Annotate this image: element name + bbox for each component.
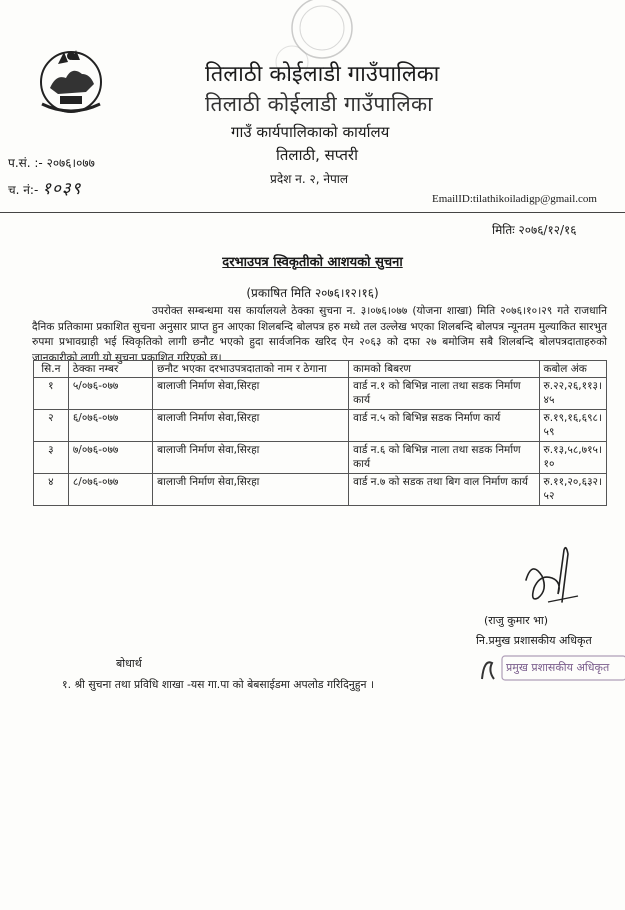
published-date: (प्रकाषित मिति २०७६।१२।१६) bbox=[246, 286, 379, 300]
stamp-text: प्रमुख प्रशासकीय अधिकृत bbox=[506, 661, 610, 674]
cell-contract-no: ६/०७६-०७७ bbox=[68, 410, 152, 442]
patra-sankhya bbox=[8, 154, 95, 171]
table-row bbox=[34, 378, 607, 410]
patra-label: प.सं. :- bbox=[8, 156, 43, 170]
header-work: कामको बिबरण bbox=[349, 361, 539, 378]
notice-body: उपरोक्त सम्बन्धमा यस कार्यालयले ठेक्का सुचना न. ३।०७६।०७७ (योजना शाखा) मिति २०७६।१०।२९ गते राजधानि दैनिक प्रतिकामा प्रकाशित सुचना अनुसार प्राप्त हुन आएका शिलबन्दि बोलपत्र हरु मध्ये तल उल्लेख भएका शिलबन्दि बोलपत्र न्यूनतम मुल्याकित सारभुत रुपमा प्रभावग्राही भई स्विकृतिको लागी छनौट भएको हुदा सार्वजनिक खरिद ऐन २०६३ को दफा २७ बमोजिम सबै शिलबन्दि बोलपत्रदाताहरुको जानकारीको लागी यो सुचना प्रकाशित गरिएको छ। bbox=[32, 305, 607, 364]
header-contract-no: ठेक्का नम्बर bbox=[68, 361, 152, 378]
signer-title: नि.प्रमुख प्रशासकीय अधिकृत bbox=[476, 634, 592, 647]
chalani-label: च. नं:- bbox=[8, 183, 39, 197]
header-divider bbox=[0, 212, 625, 213]
cell-sn: ३ bbox=[34, 442, 69, 474]
bodhartha-item: १. श्री सुचना तथा प्रविधि शाखा -यस गा.पा को बेबसाईडमा अपलोड गरिदिनुहुन । bbox=[62, 678, 375, 691]
header-amount: कबोल अंक bbox=[539, 361, 607, 378]
signer-name: (राजु कुमार भा) bbox=[484, 614, 549, 627]
notice-title bbox=[0, 252, 625, 270]
notice-title-text: दरभाउपत्र स्विकृतीको आशयको सुचना bbox=[222, 255, 403, 270]
table-header-row bbox=[34, 361, 607, 378]
cell-work: वार्ड न.६ को बिभिन्न नाला तथा सडक निर्माण कार्य bbox=[349, 442, 539, 474]
cell-amount: रु.११,२०,६३२।५२ bbox=[539, 474, 607, 506]
cell-work: वार्ड न.१ को बिभिन्न नाला तथा सडक निर्माण कार्य bbox=[349, 378, 539, 410]
notice-date: मितिः २०७६/१२/१६ bbox=[492, 223, 577, 237]
cell-bidder: बालाजी निर्माण सेवा,सिरहा bbox=[153, 410, 349, 442]
email-id: EmailID:tilathikoiladigp@gmail.com bbox=[431, 193, 597, 205]
cell-contract-no: ५/०७६-०७७ bbox=[68, 378, 152, 410]
office-type: गाउँ कार्यपालिकाको कार्यालय bbox=[231, 123, 390, 141]
header-bidder: छनौट भएका दरभाउपत्रदाताको नाम र ठेगाना bbox=[153, 361, 349, 378]
province-line: प्रदेश न. २, नेपाल bbox=[270, 172, 349, 186]
cell-sn: १ bbox=[34, 378, 69, 410]
cell-bidder: बालाजी निर्माण सेवा,सिरहा bbox=[153, 442, 349, 474]
cell-amount: रु.१३,५८,७१५।१० bbox=[539, 442, 607, 474]
table-row bbox=[34, 442, 607, 474]
government-emblem bbox=[36, 44, 106, 118]
cell-bidder: बालाजी निर्माण सेवा,सिरहा bbox=[153, 378, 349, 410]
bodhartha-label: बोधार्थ bbox=[116, 657, 142, 670]
cell-amount: रु.१९,१६,६९८।५९ bbox=[539, 410, 607, 442]
cell-amount: रु.२२,२६,११३।४५ bbox=[539, 378, 607, 410]
handwritten-signature bbox=[518, 540, 584, 614]
cell-contract-no: ७/०७६-०७७ bbox=[68, 442, 152, 474]
office-name-alt: तिलाठी कोईलाडी गाउँपालिका bbox=[205, 92, 433, 116]
contract-table bbox=[33, 360, 607, 506]
cell-work: वार्ड न.७ को सडक तथा बिग वाल निर्माण कार्य bbox=[349, 474, 539, 506]
cell-work: वार्ड न.५ को बिभिन्न सडक निर्माण कार्य bbox=[349, 410, 539, 442]
table-row bbox=[34, 410, 607, 442]
office-location: तिलाठी, सप्तरी bbox=[276, 146, 358, 164]
cell-bidder: बालाजी निर्माण सेवा,सिरहा bbox=[153, 474, 349, 506]
header-sn: सि.न bbox=[34, 361, 69, 378]
cell-sn: ४ bbox=[34, 474, 69, 506]
office-name: तिलाठी कोईलाडी गाउँपालिका bbox=[205, 62, 440, 87]
chalani-number bbox=[8, 176, 82, 199]
patra-value: २०७६।०७७ bbox=[46, 156, 95, 170]
cell-sn: २ bbox=[34, 410, 69, 442]
table-row bbox=[34, 474, 607, 506]
chalani-value: १०३९ bbox=[42, 179, 82, 199]
cell-contract-no: ८/०७६-०७७ bbox=[68, 474, 152, 506]
